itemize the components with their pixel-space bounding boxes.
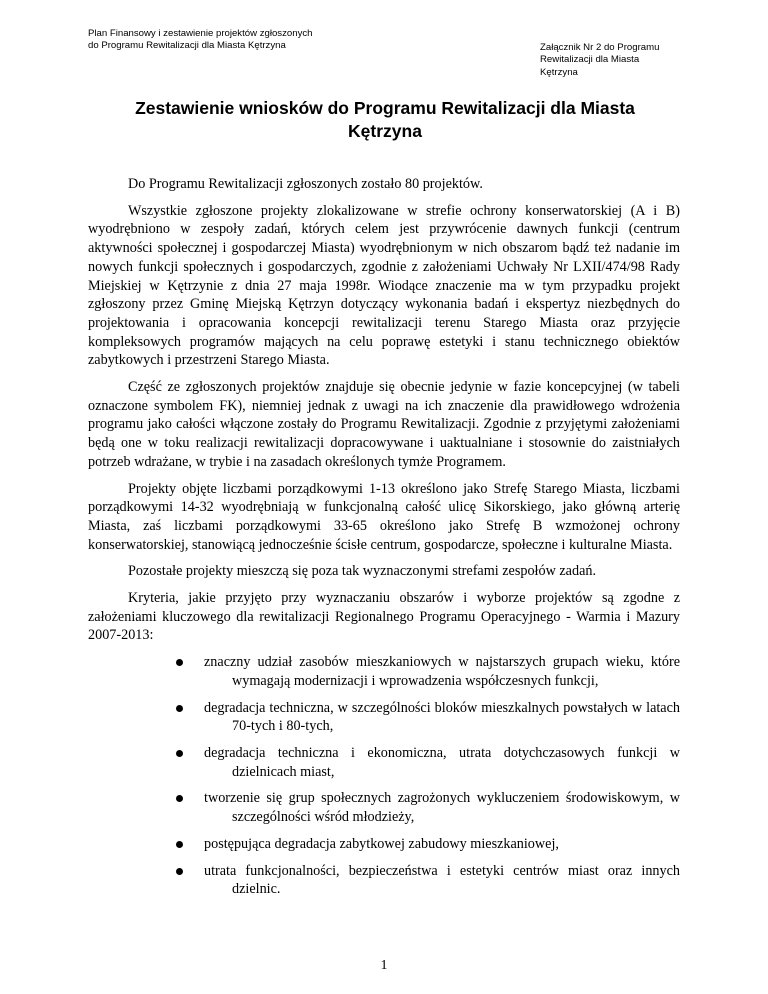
list-item-text: degradacja techniczna, w szczególności bloków mieszkalnych powstałych w latach 70-tych i 80-tych, — [204, 699, 680, 735]
list-item — [176, 862, 680, 899]
header-right — [540, 42, 690, 79]
document-body — [88, 175, 680, 907]
paragraph-criteria: Kryteria, jakie przyjęto przy wyznaczaniu obszarów i wyborze projektów są zgodne z założeniami kluczowego dla rewitalizacji Regionalnego Programu Operacyjnego - Warmia i Mazury 2007-2013: — [88, 590, 680, 644]
list-item — [176, 835, 680, 854]
paragraph-other-projects: Pozostałe projekty mieszczą się poza tak wyznaczonymi strefami zespołów zadań. — [128, 563, 597, 580]
page-number: 1 — [380, 958, 388, 973]
bullet-icon — [176, 705, 183, 712]
criteria-list — [88, 653, 680, 899]
list-item-text: tworzenie się grup społecznych zagrożonych wykluczeniem środowiskowym, w szczególności wśród młodzieży, — [204, 790, 680, 826]
header-left-line1: Plan Finansowy i zestawienie projektów zgłoszonych — [88, 28, 313, 39]
paragraph-project-numbers: Projekty objęte liczbami porządkowymi 1-13 określono jako Strefę Starego Miasta, liczbami porządkowymi 14-32 wyodrębniają w funkcjonalną całość ulicę Sikorskiego, jako główną arterię Miasta, zaś liczbami porządkowymi 33-65 określono jako Strefę B wzmożonej ochrony konserwatorskiej, stanowiącą jednocześnie ścisłe centrum, gospodarcze, społeczne i kulturalne Miasta. — [88, 480, 680, 553]
header-right-line2: Rewitalizacji dla Miasta — [540, 54, 640, 66]
list-item-text: degradacja techniczna i ekonomiczna, utrata dotychczasowych funkcji w dzielnicach miast, — [204, 744, 680, 780]
list-item — [176, 653, 680, 690]
header-right-line3: Kętrzyna — [540, 66, 578, 78]
document-title-line1: Zestawienie wniosków do Programu Rewitalizacji dla Miasta — [135, 98, 635, 118]
document-title — [90, 97, 680, 143]
list-item-text: utrata funkcjonalności, bezpieczeństwa i estetyki centrów miast oraz innych dzielnic. — [204, 862, 680, 898]
paragraph-concept-phase: Część ze zgłoszonych projektów znajduje się obecnie jedynie w fazie koncepcyjnej (w tabeli oznaczone symbolem FK), niemniej jednak z uwagi na ich znaczenie dla prawidłowego wdrożenia programu jako całości włączone zostały do Programu Rewitalizacji. Zgodnie z przyjętymi założeniami będą one w toku realizacji rewitalizacji dopracowywane i uaktualniane i stosownie do zaistniałych potrzeb wdrażane, w trybie i na zasadach określonych tymże Programem. — [88, 379, 680, 470]
list-item — [176, 744, 680, 781]
bullet-icon — [176, 659, 183, 666]
bullet-icon — [176, 795, 183, 802]
bullet-icon — [176, 750, 183, 757]
paragraph-intro: Do Programu Rewitalizacji zgłoszonych zostało 80 projektów. — [128, 176, 483, 192]
document-title-line2: Kętrzyna — [348, 121, 422, 141]
paragraph-zones: Wszystkie zgłoszone projekty zlokalizowane w strefie ochrony konserwatorskiej (A i B) wyodrębniono w zespoły zadań, których celem jest przywrócenie dawnych funkcji (centrum aktywności społecznej i gospodarczej Miasta) wyodrębnionym w nich obszarom bądź też nadanie im nowych funkcji społecznych i gospodarczych, zgodnie z założeniami Uchwały Nr LXII/474/98 Rady Miejskiej w Kętrzynie z dnia 27 maja 1998r. Wiodące znaczenie ma w tym przypadku projekt zgłoszony przez Gminę Miejską Kętrzyn dotyczący wykonania badań i ekspertyz niezbędnych do projektowania i opracowania koncepcji rewitalizacji terenu Starego Miasta oraz przyjęcie kompleksowych programów mających na celu poprawę estetyki i stanu technicznego obiektów zabytkowych i przestrzeni Starego Miasta. — [88, 202, 680, 369]
bullet-icon — [176, 841, 183, 848]
list-item-text: postępująca degradacja zabytkowej zabudowy mieszkaniowej, — [204, 835, 559, 852]
list-item — [176, 699, 680, 736]
list-item — [176, 789, 680, 826]
list-item-text: znaczny udział zasobów mieszkaniowych w najstarszych grupach wieku, które wymagają modernizacji i wprowadzenia współczesnych funkcji, — [204, 654, 680, 689]
bullet-icon — [176, 868, 183, 875]
header-left-line2: do Programu Rewitalizacji dla Miasta Kętrzyna — [88, 40, 286, 52]
header-right-line1: Załącznik Nr 2 do Programu — [540, 42, 660, 53]
header-left — [88, 28, 408, 53]
